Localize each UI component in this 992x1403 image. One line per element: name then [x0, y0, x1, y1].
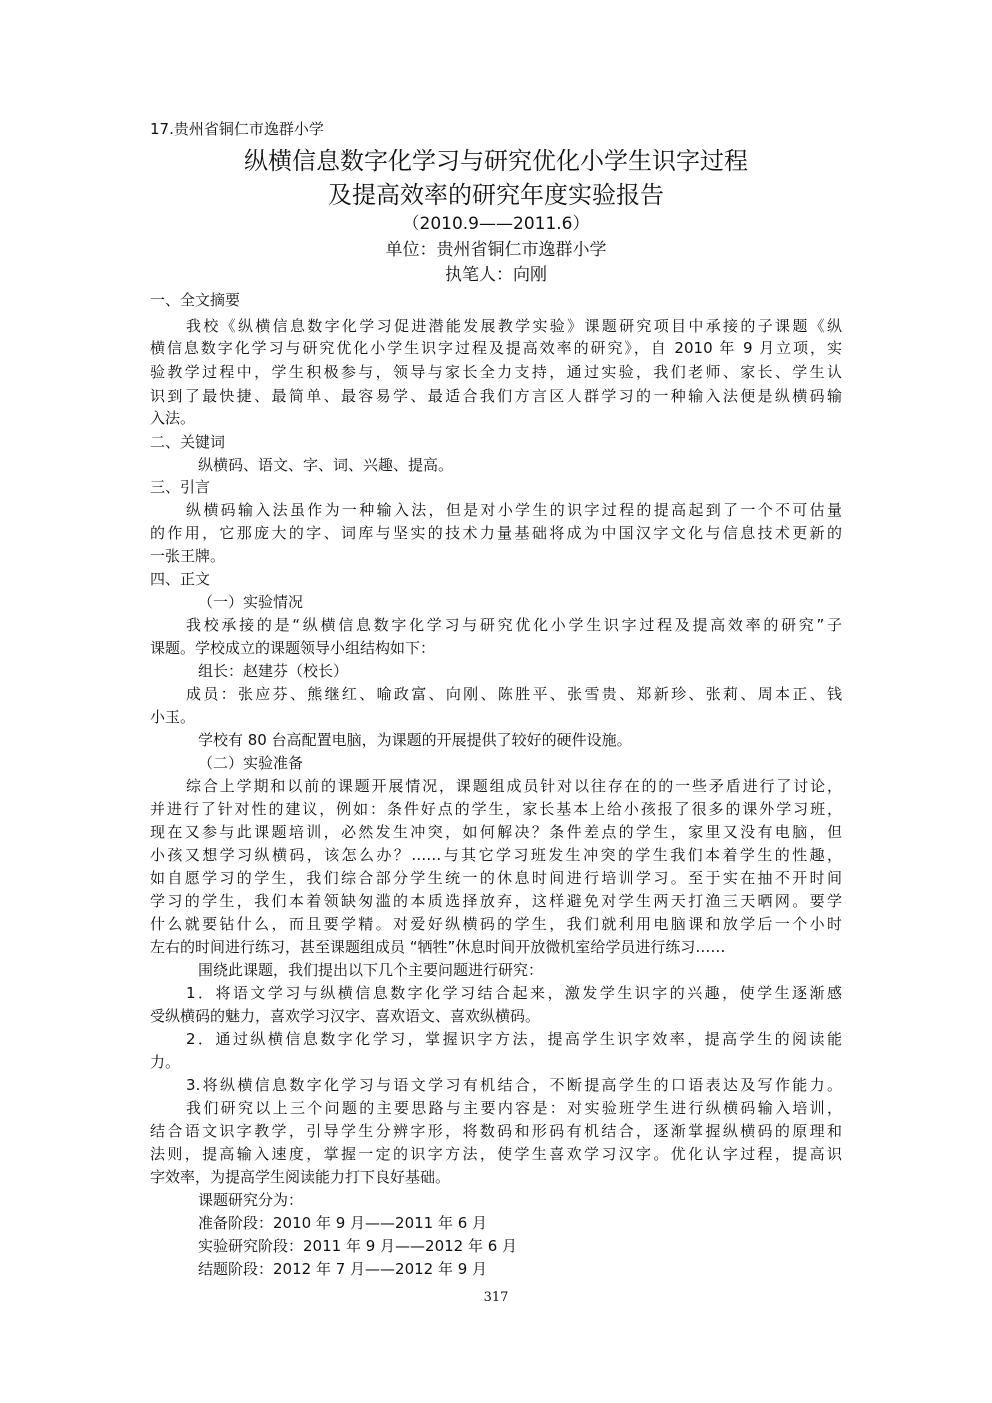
body-line: 小孩又想学习纵横码，该怎么办？……与其它学习班发生冲突的学生我们本着学生的性趣，	[150, 846, 842, 864]
keywords-line: 纵横码、语文、字、词、兴趣、提高。	[198, 456, 454, 474]
body-line: 如自愿学习的学生，我们综合部分学生统一的休息时间进行培训学习。至于实在抽不开时间	[150, 869, 842, 887]
section-heading-abstract: 一、全文摘要	[150, 291, 241, 309]
schedule-line: 结题阶段：2012 年 7 月——2012 年 9 月	[198, 1260, 488, 1278]
section-heading-keywords: 二、关键词	[150, 433, 226, 451]
body-line: 综合上学期和以前的课题开展情况，课题组成员针对以往存在的的一些矛盾进行了讨论，	[186, 777, 842, 795]
body-line: 成员：张应芬、熊继红、喻政富、向刚、陈胜平、张雪贵、郑新珍、张莉、周本正、钱	[186, 685, 842, 703]
body-line: 左右的时间进行练习，甚至课题组成员 “牺牲”休息时间开放微机室给学员进行练习……	[150, 938, 726, 956]
body-line: 1．将语文学习与纵横信息数字化学习结合起来，激发学生识字的兴趣，使学生逐渐感	[186, 984, 842, 1002]
body-line: 法则，提高输入速度，掌握一定的识字方法，使学生喜欢学习汉字。优化认字过程，提高识	[150, 1145, 842, 1163]
schedule-line: 实验研究阶段：2011 年 9 月——2012 年 6 月	[198, 1237, 518, 1255]
body-line: 什么就要钻什么，而且要学精。对爱好纵横码的学生，我们就利用电脑课和放学后一个小时	[150, 915, 842, 933]
report-author: 执笔人：向刚	[445, 265, 547, 285]
schedule-line: 准备阶段：2010 年 9 月——2011 年 6 月	[198, 1214, 488, 1232]
introduction-line: 的作用，它那庞大的字、词库与坚实的技术力量基础将成为中国汉字文化与信息技术更新的	[150, 524, 842, 542]
body-line: 学校有 80 台高配置电脑，为课题的开展提供了较好的硬件设施。	[198, 731, 632, 749]
body-line: 围绕此课题，我们提出以下几个主要问题进行研究：	[198, 961, 544, 979]
body-line: 我们研究以上三个问题的主要思路与主要内容是：对实验班学生进行纵横码输入培训，	[186, 1099, 842, 1117]
body-line: 受纵横码的魅力，喜欢学习汉字、喜欢语文、喜欢纵横码。	[150, 1007, 541, 1025]
body-line: 2．通过纵横信息数字化学习，掌握识字方法，提高学生识字效率，提高学生的阅读能	[186, 1030, 842, 1048]
abstract-line: 横信息数字化学习与研究优化小学生识字过程及提高效率的研究》，自 2010 年 9 月立项，实	[150, 339, 842, 357]
abstract-line: 识到了最快捷、最简单、最容易学、最适合我们方言区人群学习的一种输入法便是纵横码输	[150, 387, 842, 405]
introduction-line: 纵横码输入法虽作为一种输入法，但是对小学生的识字过程的提高起到了一个不可估量	[186, 501, 842, 519]
title-line-1: 纵横信息数字化学习与研究优化小学生识字过程	[244, 147, 748, 175]
abstract-line: 我校《纵横信息数字化学习促进潜能发展教学实验》课题研究项目中承接的子课题《纵	[186, 317, 842, 335]
body-line: 组长：赵建芬（校长）	[198, 662, 349, 680]
body-line: 课题。学校成立的课题领导小组结构如下：	[150, 639, 436, 657]
body-line: 并进行了针对性的建议，例如：条件好点的学生，家长基本上给小孩报了很多的课外学习班，	[150, 800, 842, 818]
body-line: 课题研究分为：	[198, 1191, 304, 1209]
school-header: 17.贵州省铜仁市逸群小学	[150, 120, 324, 138]
body-line: 小玉。	[150, 708, 196, 726]
body-line: 字效率，为提高学生阅读能力打下良好基础。	[150, 1168, 451, 1186]
page-number: 317	[483, 1290, 509, 1305]
subheading-experiment-preparation: （二）实验准备	[198, 754, 304, 772]
subheading-experiment-status: （一）实验情况	[198, 593, 304, 611]
report-unit: 单位：贵州省铜仁市逸群小学	[385, 240, 607, 260]
section-heading-introduction: 三、引言	[150, 478, 211, 496]
abstract-line: 入法。	[150, 409, 196, 427]
body-line: 学习的学生，我们本着领缺匆滥的本质选择放弃，这样避免对学生两天打渔三天晒网。要学	[150, 892, 842, 910]
section-heading-main-text: 四、正文	[150, 570, 211, 588]
body-line: 现在又参与此课题培训，必然发生冲突，如何解决？条件差点的学生，家里又没有电脑，但	[150, 823, 842, 841]
body-line: 力。	[150, 1053, 181, 1071]
body-line: 我校承接的是“纵横信息数字化学习与研究优化小学生识字过程及提高效率的研究”子	[186, 616, 842, 634]
title-line-2: 及提高效率的研究年度实验报告	[328, 181, 664, 209]
body-line: 3.将纵横信息数字化学习与语文学习有机结合，不断提高学生的口语表达及写作能力。	[186, 1076, 842, 1094]
abstract-line: 验教学过程中，学生积极参与，领导与家长全力支持，通过实验，我们老师、家长、学生认	[150, 363, 842, 381]
report-period: （2010.9——2011.6）	[402, 214, 590, 234]
body-line: 结合语文识字教学，引导学生分辨字形，将数码和形码有机结合，逐渐掌握纵横码的原理和	[150, 1122, 842, 1140]
introduction-line: 一张王牌。	[150, 547, 226, 565]
